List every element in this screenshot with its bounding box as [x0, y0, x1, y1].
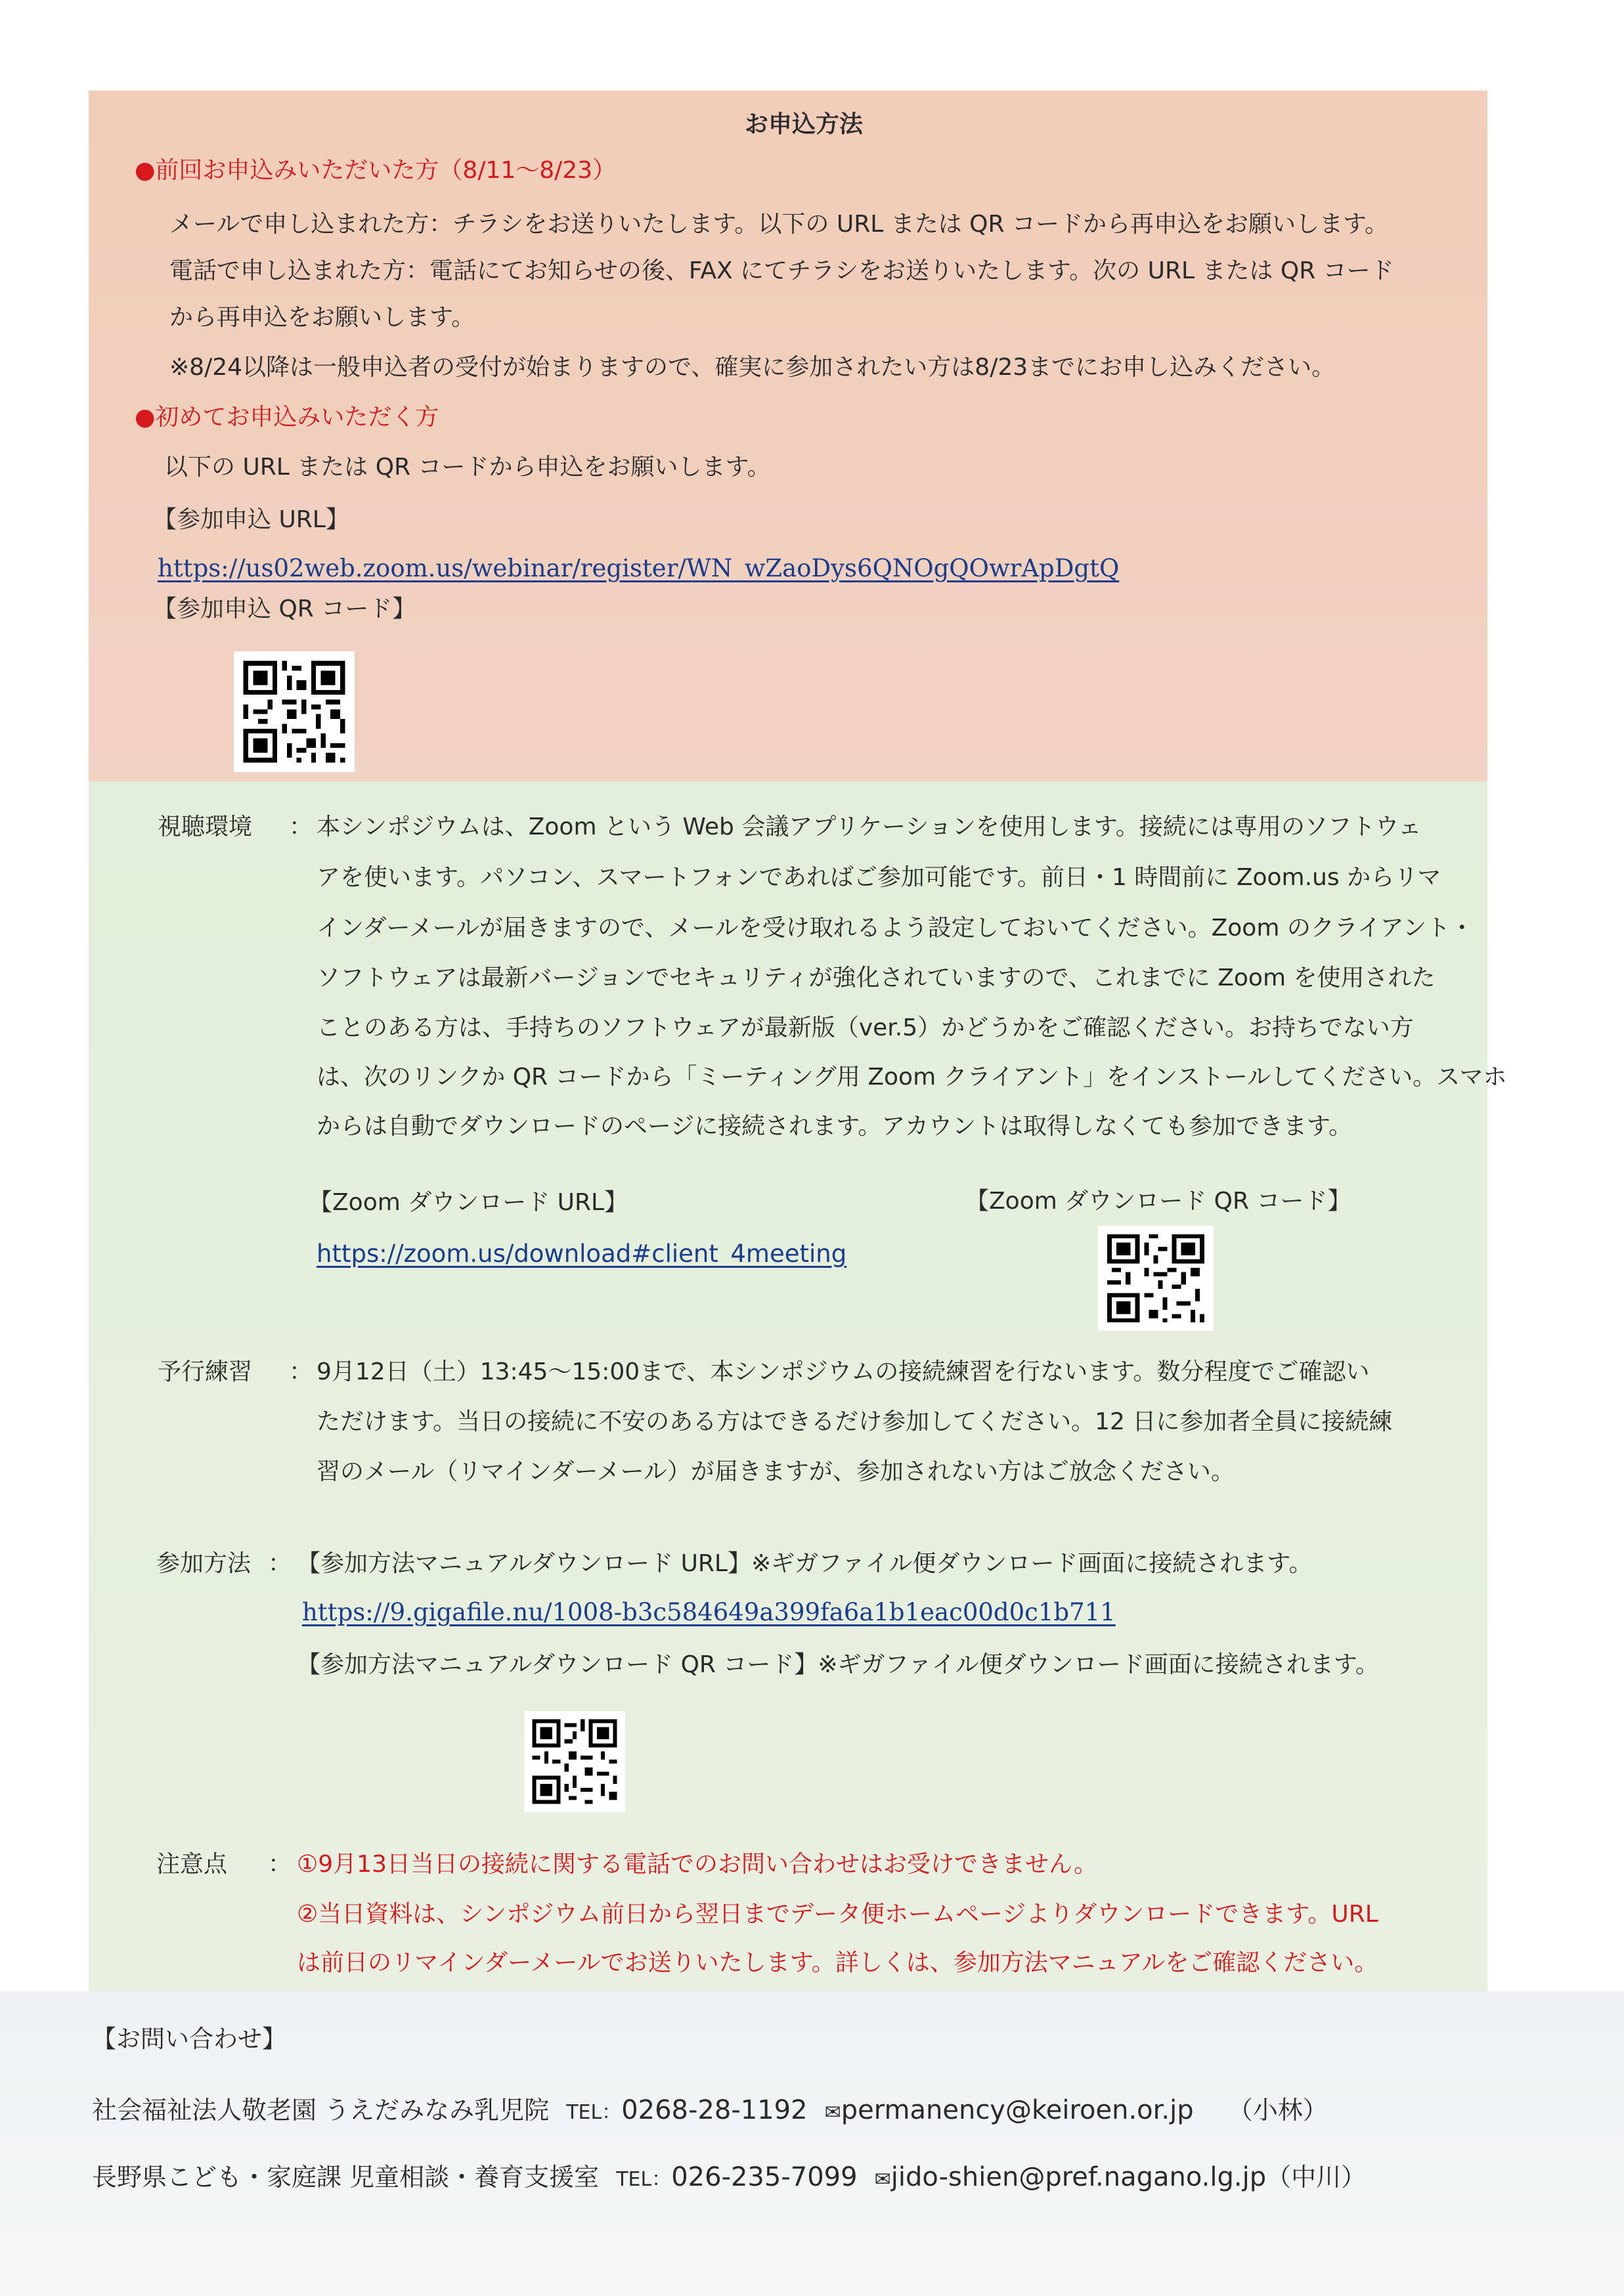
contact-row-1	[92, 2094, 1328, 2129]
rehearsal-colon: ：	[289, 1358, 313, 1385]
tel-number[interactable]: 0268-28-1192	[621, 2095, 808, 2125]
mail-applicants-text: メールで申し込まれた方：チラシをお送りいたします。以下の URL または QR コードから再申込をお願いします。	[169, 211, 1389, 238]
registration-url-link[interactable]: https://us02web.zoom.us/webinar/register/WN_wZaoDys6QNOgQOwrApDgtQ	[158, 554, 1120, 582]
rehearsal-label: 予行練習	[158, 1358, 253, 1385]
zoom-download-qr-code[interactable]	[1098, 1226, 1214, 1331]
mail-icon: ✉	[824, 2101, 841, 2124]
rehearsal-text-1: 9月12日（土）13:45～15:00まで、本シンポジウムの接続練習を行ないます。数分程度でご確認い	[317, 1358, 1370, 1385]
viewing-env-text-7: からは自動でダウンロードのページに接続されます。アカウントは取得しなくても参加できます。	[317, 1113, 1353, 1140]
contact-title: 【お問い合わせ】	[92, 2025, 286, 2053]
note-2a: ②当日資料は、シンポジウム前日から翌日までデータ便ホームページよりダウンロードできます。URL	[297, 1901, 1378, 1928]
new-applicants-text: 以下の URL または QR コードから申込をお願いします。	[164, 454, 771, 481]
rehearsal-text-2: ただけます。当日の接続に不安のある方はできるだけ参加してください。12 日に参加者全員に接続練	[317, 1408, 1393, 1435]
method-colon: ：	[268, 1550, 292, 1577]
org-name: 長野県こども・家庭課 児童相談・養育支援室	[92, 2163, 600, 2192]
application-title: お申込方法	[745, 111, 864, 138]
new-applicants-heading: ●初めてお申込みいただく方	[135, 404, 439, 431]
viewing-env-text-3: インダーメールが届きますので、メールを受け取れるよう設定しておいてください。Zoom のクライアント・	[317, 915, 1474, 942]
method-label: 参加方法	[156, 1550, 252, 1577]
notes-colon: ：	[268, 1851, 292, 1878]
zoom-download-qr-label: 【Zoom ダウンロード QR コード】	[965, 1188, 1351, 1215]
registration-qr-code[interactable]	[234, 651, 355, 772]
manual-url-label: 【参加方法マニュアルダウンロード URL】※ギガファイル便ダウンロード画面に接続されます。	[297, 1550, 1313, 1577]
contact-person: （中川）	[1266, 2163, 1367, 2192]
returning-applicants-heading: ●前回お申込みいただいた方（8/11～8/23）	[135, 157, 617, 184]
phone-applicants-text-cont: から再申込をお願いします。	[169, 304, 475, 331]
viewing-env-label: 視聴環境	[158, 813, 253, 840]
viewing-env-text-4: ソフトウェアは最新バージョンでセキュリティが強化されていますので、これまでに Zoom を使用された	[317, 964, 1436, 991]
rehearsal-text-3: 習のメール（リマインダーメール）が届きますが、参加されない方はご放念ください。	[317, 1458, 1235, 1485]
zoom-download-url-link[interactable]: https://zoom.us/download#client_4meeting	[317, 1240, 847, 1268]
viewing-env-text-1: 本シンポジウムは、Zoom という Web 会議アプリケーションを使用します。接続には専用のソフトウェ	[317, 813, 1422, 840]
mail-icon: ✉	[874, 2168, 891, 2191]
note-2b: は前日のリマインダーメールでお送りいたします。詳しくは、参加方法マニュアルをご確認ください。	[297, 1949, 1378, 1976]
manual-url-link[interactable]: https://9.gigafile.nu/1008-b3c584649a399fa6a1b1eac00d0c1b711	[302, 1598, 1116, 1626]
tel-label: TEL：	[616, 2168, 672, 2191]
note-1: ①9月13日当日の接続に関する電話でのお問い合わせはお受けできません。	[297, 1851, 1098, 1878]
viewing-env-text-5: ことのある方は、手持ちのソフトウェアが最新版（ver.5）かどうかをご確認ください。お持ちでない方	[317, 1014, 1414, 1041]
bullet-icon: ●	[135, 404, 156, 431]
contact-person: （小林）	[1227, 2096, 1328, 2125]
viewing-env-text-2: アを使います。パソコン、スマートフォンであればご参加可能です。前日・1 時間前に Zoom.us からリマ	[317, 864, 1441, 891]
manual-qr-code[interactable]	[524, 1711, 625, 1812]
contact-row-2	[92, 2161, 1366, 2196]
manual-qr-label: 【参加方法マニュアルダウンロード QR コード】※ギガファイル便ダウンロード画面に接続されます。	[297, 1651, 1379, 1678]
notes-label: 注意点	[156, 1851, 228, 1878]
deadline-note: ※8/24以降は一般申込者の受付が始まりますので、確実に参加されたい方は8/23までにお申し込みください。	[169, 354, 1336, 381]
phone-applicants-text: 電話で申し込まれた方：電話にてお知らせの後、FAX にてチラシをお送りいたします。次の URL または QR コード	[169, 257, 1394, 284]
viewing-env-text-6: は、次のリンクか QR コードから「ミーティング用 Zoom クライアント」をインストールしてください。スマホ	[317, 1064, 1507, 1091]
viewing-env-colon: ：	[289, 813, 313, 840]
registration-url-label: 【参加申込 URL】	[153, 506, 349, 533]
zoom-download-url-label: 【Zoom ダウンロード URL】	[309, 1189, 628, 1216]
email-address[interactable]: permanency@keiroen.or.jp	[841, 2095, 1194, 2125]
registration-qr-label: 【参加申込 QR コード】	[153, 596, 416, 622]
bullet-icon: ●	[135, 157, 156, 184]
org-name: 社会福祉法人敬老園 うえだみなみ乳児院	[92, 2096, 550, 2125]
tel-number[interactable]: 026-235-7099	[671, 2162, 858, 2192]
tel-label: TEL：	[566, 2101, 622, 2124]
email-address[interactable]: jido-shien@pref.nagano.lg.jp	[890, 2162, 1267, 2192]
